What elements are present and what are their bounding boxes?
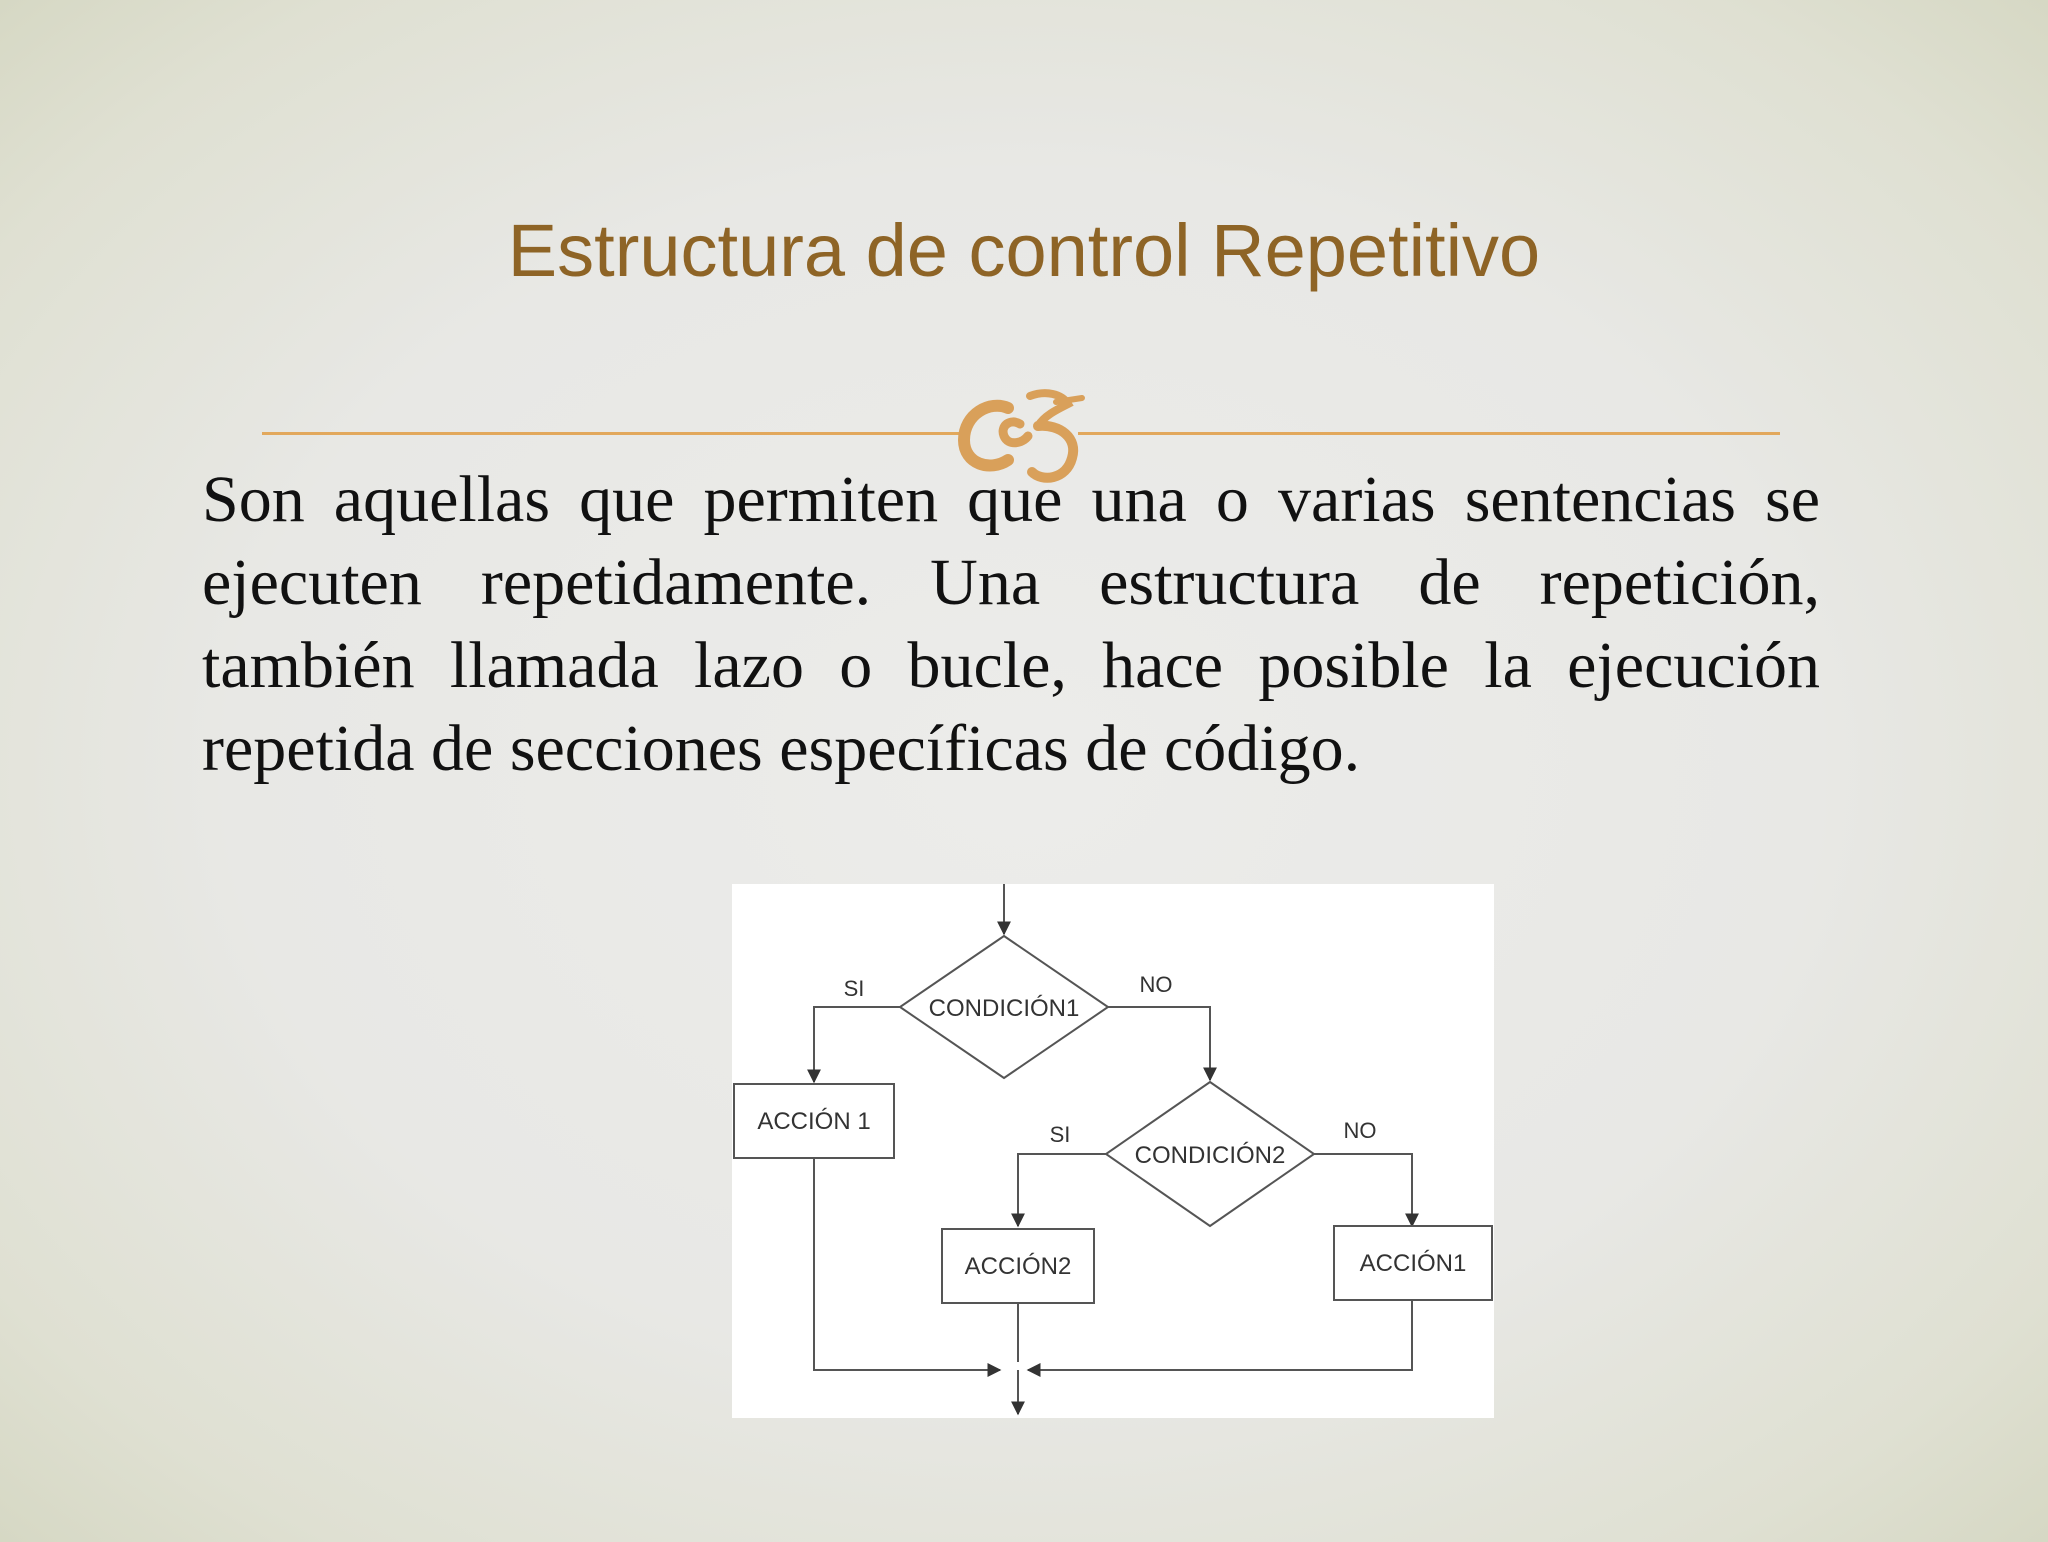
merge-right-connector <box>1028 1300 1412 1370</box>
action-right-label: ACCIÓN1 <box>1359 1250 1467 1277</box>
body-paragraph: Son aquellas que permiten que una o varias sentencias se ejecuten repetidamente. Una estructura de repetición, también llamada lazo o bucle, hace posible la ejecución repetida de secciones específicas de código. <box>202 463 1820 785</box>
action-middle-label: ACCIÓN2 <box>964 1253 1072 1280</box>
no1-label: NO <box>1139 972 1173 997</box>
slide-title: Estructura de control Repetitivo <box>507 209 1541 292</box>
yes2-label: SI <box>1049 1122 1071 1147</box>
no1-connector <box>1108 1007 1210 1080</box>
divider-line-right <box>1078 432 1780 435</box>
divider-line-left <box>262 432 962 435</box>
yes1-connector <box>814 1007 900 1082</box>
no2-label: NO <box>1343 1118 1377 1143</box>
condition1-label: CONDICIÓN1 <box>928 995 1080 1022</box>
condition2-label: CONDICIÓN2 <box>1134 1142 1286 1169</box>
flowchart-diagram <box>732 884 1494 1418</box>
yes2-connector <box>1018 1154 1106 1226</box>
action-left-label: ACCIÓN 1 <box>757 1108 871 1135</box>
yes1-label: SI <box>843 976 865 1001</box>
no2-connector <box>1314 1154 1412 1226</box>
